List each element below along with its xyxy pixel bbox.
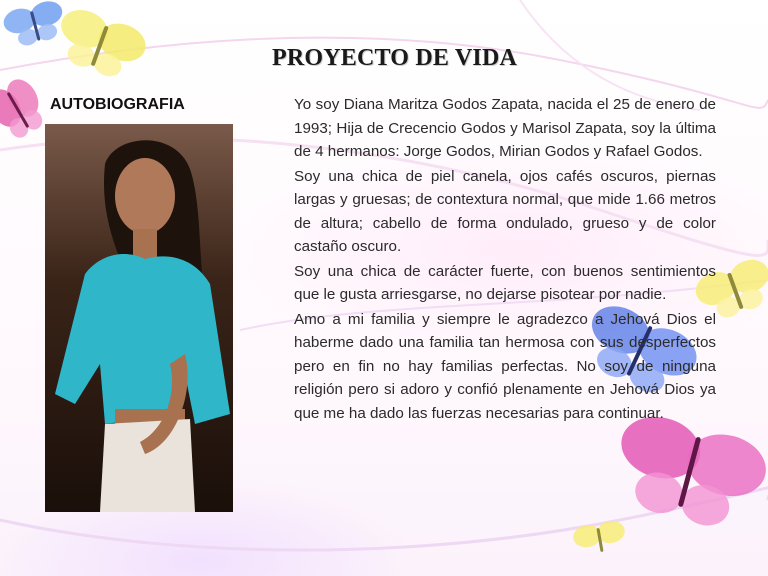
paragraph-2: Soy una chica de piel canela, ojos cafés oscuros, piernas largas y gruesas; de contextura normal, que mide 1.66 metros de altura; cabello de forma ondulado, grueso y de color castaño oscuro. — [294, 167, 716, 255]
butterfly-icon — [606, 408, 768, 537]
butterfly-icon — [571, 519, 627, 557]
autobiography-text — [294, 93, 716, 426]
slide-title: PROYECTO DE VIDA — [272, 45, 518, 71]
butterfly-icon — [49, 4, 151, 86]
section-label: AUTOBIOGRAFIA — [50, 96, 185, 113]
butterfly-icon — [1, 0, 69, 50]
paragraph-1: Yo soy Diana Maritza Godos Zapata, nacida el 25 de enero de 1993; Hija de Crecencio Godos y Marisol Zapata, soy la última de 4 hermanos: Jorge Godos, Mirian Godos y Rafael Godos. — [294, 96, 716, 160]
paragraph-3: Soy una chica de carácter fuerte, con buenos sentimientos que le gusta arriesgarse, no dejarse pisotear por nadie. — [294, 262, 716, 303]
paragraph-4: Amo a mi familia y siempre le agradezco a Jehová Dios el haberme dado una familia tan hermosa con sus desperfectos pero en fin no hay familias perfectas. No soy de ninguna religión pero si adoro y confió plenamente en Jehová Dios ya que me ha dado las fuerzas necesarias para continuar. — [294, 310, 716, 422]
portrait-photo — [45, 124, 233, 512]
